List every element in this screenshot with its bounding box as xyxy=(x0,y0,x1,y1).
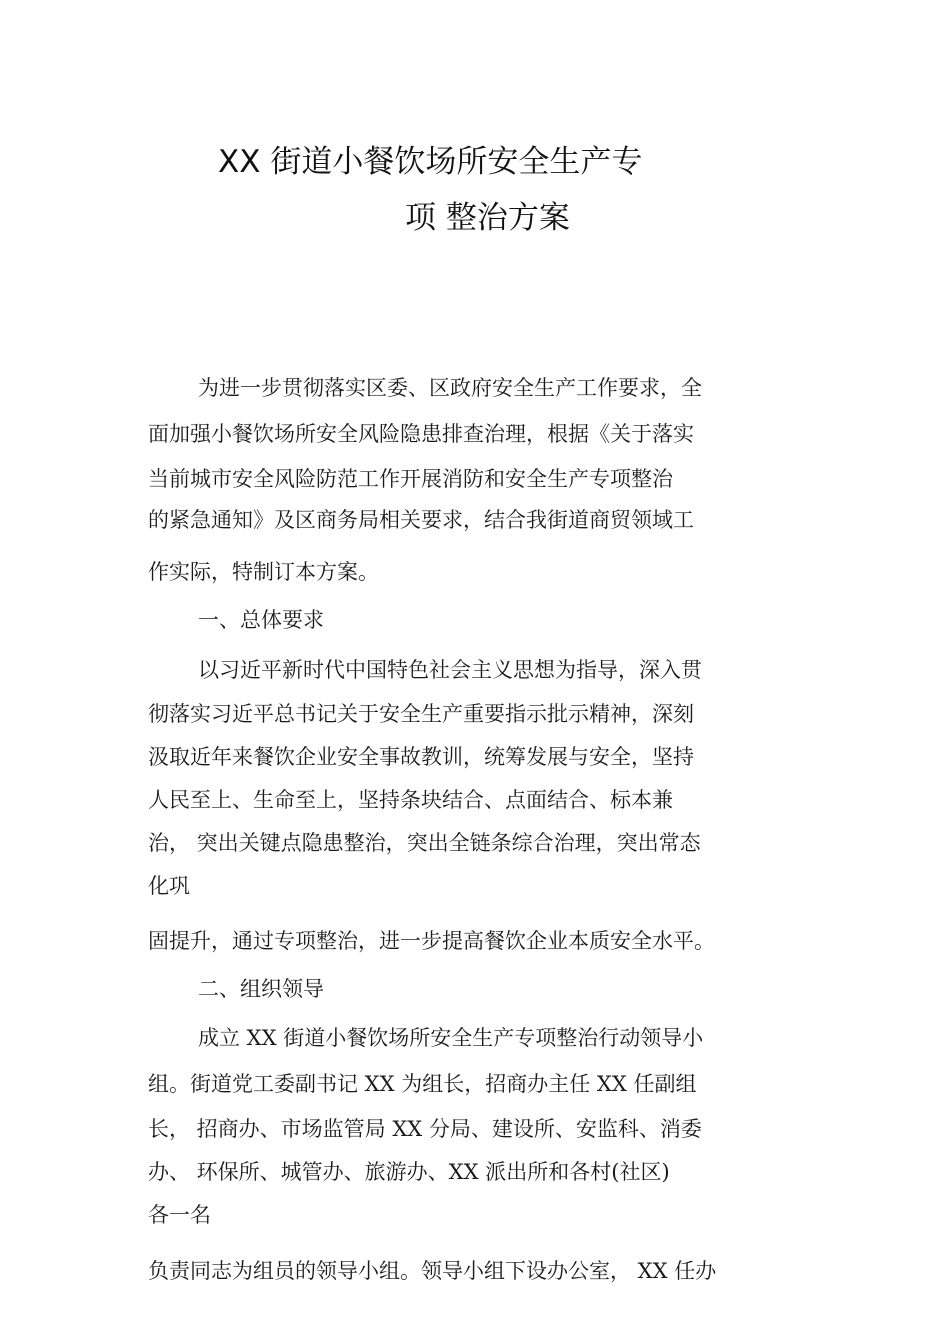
paragraph-line: 成立 XX 街道小餐饮场所安全生产专项整治行动领导小 xyxy=(198,1026,704,1050)
paragraph-line: 为进一步贯彻落实区委、区政府安全生产工作要求，全 xyxy=(198,376,702,400)
paragraph-line: 长， 招商办、市场监管局 XX 分局、建设所、安监科、消委 xyxy=(148,1117,702,1141)
paragraph-line: 各一名 xyxy=(148,1203,211,1227)
paragraph-line: 治， 突出关键点隐患整治，突出全链条综合治理，突出常态 xyxy=(148,831,701,855)
paragraph-line: 汲取近年来餐饮企业安全事故教训，统筹发展与安全，坚持 xyxy=(148,745,694,769)
paragraph-line: 以习近平新时代中国特色社会主义思想为指导，深入贯 xyxy=(198,658,702,682)
paragraph-line: 负责同志为组员的领导小组。领导小组下设办公室， XX 任办 xyxy=(148,1259,717,1283)
paragraph-line: 的紧急通知》及区商务局相关要求，结合我街道商贸领域工 xyxy=(148,508,694,532)
section-heading: 二、组织领导 xyxy=(198,977,324,1001)
section-heading: 一、总体要求 xyxy=(198,608,324,632)
paragraph-line: 化巩 xyxy=(148,874,190,898)
paragraph-line: 当前城市安全风险防范工作开展消防和安全生产专项整治 xyxy=(148,467,673,491)
paragraph-line: 办、 环保所、城管办、旅游办、XX 派出所和各村(社区) xyxy=(148,1160,670,1184)
document-title-line-2: 项 整治方案 xyxy=(405,200,570,236)
paragraph-line: 彻落实习近平总书记关于安全生产重要指示批示精神，深刻 xyxy=(148,702,694,726)
paragraph-line: 面加强小餐饮场所安全风险隐患排查治理，根据《关于落实 xyxy=(148,422,694,446)
paragraph-line: 固提升，通过专项整治，进一步提高餐饮企业本质安全水平。 xyxy=(148,929,715,953)
paragraph-line: 作实际，特制订本方案。 xyxy=(148,560,379,584)
paragraph-line: 组。街道党工委副书记 XX 为组长，招商办主任 XX 任副组 xyxy=(148,1072,697,1096)
document-title-line-1: XX 街道小餐饮场所安全生产专 xyxy=(218,144,643,180)
paragraph-line: 人民至上、生命至上，坚持条块结合、点面结合、标本兼 xyxy=(148,788,673,812)
